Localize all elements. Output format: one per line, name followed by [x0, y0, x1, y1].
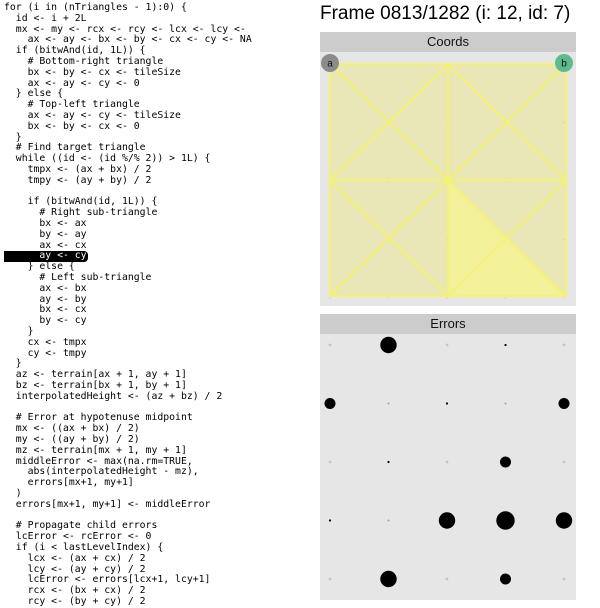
- errors-plot: [320, 314, 576, 600]
- code-line: # Find target triangle: [4, 142, 146, 154]
- code-line: rcy <- (by + cy) / 2: [4, 596, 146, 607]
- code-line: if (bitwAnd(id, 1L)) {: [4, 45, 146, 57]
- errors-panel-title: Errors: [320, 314, 576, 334]
- code-line: by <- cy: [4, 315, 87, 327]
- code-line: } else {: [4, 88, 63, 100]
- grid-dot: [563, 297, 565, 299]
- errors-panel: [320, 314, 576, 600]
- error-dot: [387, 461, 389, 463]
- code-line: ax <- cx: [4, 239, 87, 251]
- grid-dot: [329, 297, 331, 299]
- code-line: if (i < lastLevelIndex) {: [4, 542, 164, 553]
- code-line: mx <- ((ax + bx) / 2): [4, 423, 140, 435]
- code-line: ): [4, 488, 22, 499]
- code-line: abs(interpolatedHeight - mz),: [4, 466, 199, 478]
- code-line: az <- terrain[ax + 1, ay + 1]: [4, 369, 187, 381]
- code-line: lcError <- errors[lcx+1, lcy+1]: [4, 574, 211, 586]
- code-line: mz <- terrain[mx + 1, my + 1]: [4, 444, 187, 456]
- error-dot: [559, 398, 570, 409]
- code-line: by <- ay: [4, 228, 87, 240]
- grid-dot: [446, 297, 448, 299]
- error-dot: [380, 337, 396, 353]
- code-line: lcError <- rcError <- 0: [4, 531, 152, 543]
- code-line: interpolatedHeight <- (az + bz) / 2: [4, 390, 223, 402]
- code-line: lcy <- (ay + cy) / 2: [4, 563, 146, 575]
- code-line: # Right sub-triangle: [4, 207, 158, 219]
- code-line: my <- ((ay + by) / 2): [4, 434, 140, 445]
- error-dot: [325, 398, 336, 409]
- code-line: ax <- ay <- cy <- 0: [4, 77, 140, 89]
- coords-plot: [320, 32, 576, 306]
- code-line: if (bitwAnd(id, 1L)) {: [4, 196, 158, 208]
- code-line: ax <- ay <- bx <- by <- cx <- cy <- NA: [4, 34, 252, 46]
- code-line: # Bottom-right triangle: [4, 56, 164, 67]
- grid-dot: [388, 297, 390, 299]
- code-line: bz <- terrain[bx + 1, by + 1]: [4, 380, 187, 391]
- grid-dot: [563, 239, 565, 241]
- code-line: lcx <- (ax + cx) / 2: [4, 552, 146, 564]
- current-code-line: ay <- cy: [4, 250, 87, 262]
- grid-dot: [505, 297, 507, 299]
- error-dot: [380, 571, 396, 587]
- code-line: } else {: [4, 261, 75, 273]
- error-dot: [446, 402, 448, 404]
- code-line: ay <- by: [4, 293, 87, 305]
- code-line: # Left sub-triangle: [4, 272, 152, 283]
- code-line: # Error at hypotenuse midpoint: [4, 412, 193, 424]
- marker-b-label: b: [561, 58, 567, 70]
- code-line: tmpx <- (ax + bx) / 2: [4, 164, 152, 175]
- marker-a-label: a: [327, 58, 333, 70]
- error-dot: [439, 512, 455, 528]
- code-line: # Propagate child errors: [4, 520, 158, 532]
- error-dot: [556, 512, 572, 528]
- code-line: bx <- by <- cx <- tileSize: [4, 66, 181, 78]
- code-line: bx <- ax: [4, 218, 87, 229]
- code-line: }: [4, 358, 22, 370]
- code-line: cx <- tmpx: [4, 336, 87, 348]
- coords-panel: [320, 32, 576, 306]
- code-line: mx <- my <- rcx <- rcy <- lcx <- lcy <-: [4, 23, 246, 35]
- error-dot: [500, 457, 511, 468]
- error-dot: [504, 344, 506, 346]
- coords-panel-title: Coords: [320, 32, 576, 52]
- code-line: while ((id <- (id %/% 2)) > 1L) {: [4, 153, 211, 165]
- error-dot: [500, 574, 511, 585]
- code-line: errors[mx+1, my+1] <- middleError: [4, 498, 211, 510]
- error-dot: [329, 519, 331, 521]
- code-line: bx <- cx: [4, 304, 87, 316]
- code-line: bx <- by <- cx <- 0: [4, 120, 140, 132]
- code-line: }: [4, 131, 22, 143]
- grid-dot: [563, 122, 565, 124]
- code-line: cy <- tmpy: [4, 347, 87, 359]
- code-line: errors[mx+1, my+1]: [4, 477, 134, 489]
- code-line: # Top-left triangle: [4, 99, 140, 111]
- code-line: }: [4, 326, 34, 337]
- code-line: middleError <- max(na.rm=TRUE,: [4, 455, 193, 467]
- code-line: for (i in (nTriangles - 1):0) {: [4, 2, 187, 13]
- code-line: ax <- ay <- cy <- tileSize: [4, 110, 181, 121]
- code-line: rcx <- (bx + cx) / 2: [4, 585, 146, 597]
- frame-title: Frame 0813/1282 (i: 12, id: 7): [320, 3, 571, 24]
- code-line: ax <- bx: [4, 282, 87, 294]
- code-line: id <- i + 2L: [4, 12, 87, 24]
- code-line: tmpy <- (ay + by) / 2: [4, 174, 152, 186]
- error-dot: [496, 511, 514, 529]
